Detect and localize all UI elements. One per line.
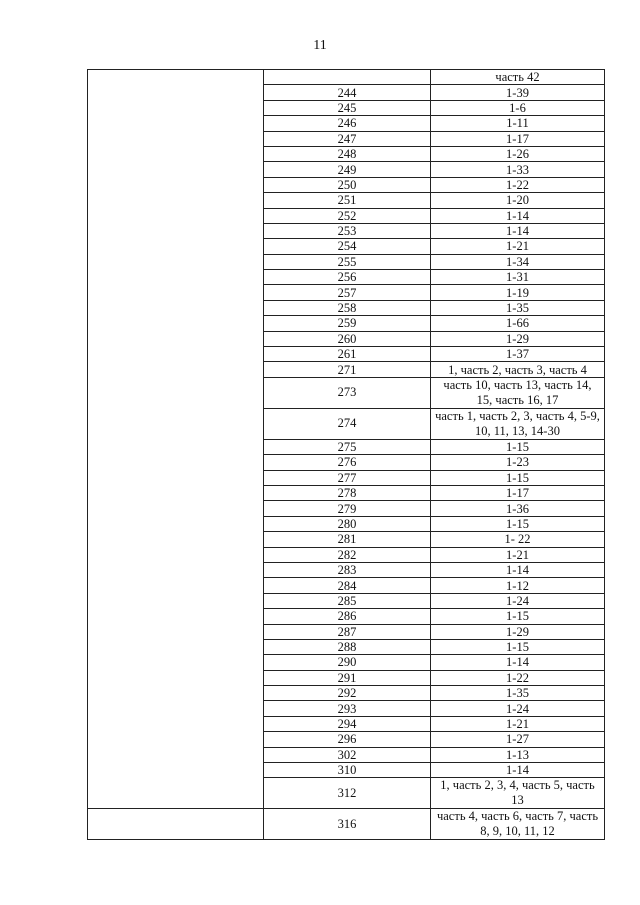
article-cell: 250	[264, 177, 431, 192]
parts-cell: часть 4, часть 6, часть 7, часть 8, 9, 10, 11, 12	[431, 809, 605, 840]
table-row	[88, 809, 605, 840]
article-cell: 260	[264, 331, 431, 346]
parts-cell: 1-39	[431, 85, 605, 100]
article-cell: 302	[264, 747, 431, 762]
parts-cell: 1, часть 2, часть 3, часть 4	[431, 362, 605, 377]
parts-cell: часть 1, часть 2, 3, часть 4, 5-9, 10, 11, 13, 14-30	[431, 408, 605, 439]
article-cell: 294	[264, 716, 431, 731]
article-cell: 261	[264, 347, 431, 362]
parts-cell: 1-15	[431, 639, 605, 654]
parts-cell: 1-37	[431, 347, 605, 362]
parts-cell: 1-66	[431, 316, 605, 331]
article-cell: 277	[264, 470, 431, 485]
parts-cell: 1-17	[431, 485, 605, 500]
article-cell: 257	[264, 285, 431, 300]
parts-cell: часть 10, часть 13, часть 14, 15, часть 16, 17	[431, 377, 605, 408]
parts-cell: 1-21	[431, 239, 605, 254]
article-cell: 274	[264, 408, 431, 439]
article-cell: 286	[264, 609, 431, 624]
parts-cell: 1-26	[431, 146, 605, 161]
article-cell: 310	[264, 763, 431, 778]
article-cell: 282	[264, 547, 431, 562]
article-cell: 246	[264, 116, 431, 131]
article-cell: 247	[264, 131, 431, 146]
parts-cell: 1-15	[431, 439, 605, 454]
parts-cell: 1-14	[431, 655, 605, 670]
parts-cell: 1-29	[431, 624, 605, 639]
left-cell	[88, 809, 264, 840]
table-row	[88, 70, 605, 85]
article-cell: 258	[264, 300, 431, 315]
article-cell: 276	[264, 455, 431, 470]
parts-cell: 1-23	[431, 455, 605, 470]
article-cell: 244	[264, 85, 431, 100]
parts-cell: 1-19	[431, 285, 605, 300]
parts-cell: 1-27	[431, 732, 605, 747]
parts-cell: 1-12	[431, 578, 605, 593]
parts-cell: 1-33	[431, 162, 605, 177]
article-cell	[264, 70, 431, 85]
parts-cell: 1-17	[431, 131, 605, 146]
article-cell: 271	[264, 362, 431, 377]
page-number: 11	[313, 38, 327, 53]
article-cell: 255	[264, 254, 431, 269]
parts-cell: 1-6	[431, 100, 605, 115]
article-cell: 253	[264, 223, 431, 238]
article-cell: 316	[264, 809, 431, 840]
article-cell: 275	[264, 439, 431, 454]
parts-cell: 1-31	[431, 270, 605, 285]
parts-cell: 1-14	[431, 223, 605, 238]
article-cell: 273	[264, 377, 431, 408]
article-cell: 254	[264, 239, 431, 254]
article-cell: 283	[264, 562, 431, 577]
article-cell: 291	[264, 670, 431, 685]
article-cell: 284	[264, 578, 431, 593]
parts-cell: часть 42	[431, 70, 605, 85]
parts-cell: 1-22	[431, 177, 605, 192]
parts-cell: 1-14	[431, 562, 605, 577]
parts-cell: 1-11	[431, 116, 605, 131]
parts-cell: 1-15	[431, 609, 605, 624]
article-cell: 256	[264, 270, 431, 285]
articles-table-body	[88, 70, 605, 840]
article-cell: 279	[264, 501, 431, 516]
article-cell: 293	[264, 701, 431, 716]
article-cell: 285	[264, 593, 431, 608]
parts-cell: 1-21	[431, 547, 605, 562]
article-cell: 312	[264, 778, 431, 809]
parts-cell: 1, часть 2, 3, 4, часть 5, часть 13	[431, 778, 605, 809]
article-cell: 245	[264, 100, 431, 115]
parts-cell: 1-24	[431, 593, 605, 608]
parts-cell: 1-15	[431, 470, 605, 485]
article-cell: 290	[264, 655, 431, 670]
parts-cell: 1-36	[431, 501, 605, 516]
parts-cell: 1-14	[431, 763, 605, 778]
article-cell: 251	[264, 193, 431, 208]
parts-cell: 1-20	[431, 193, 605, 208]
article-cell: 259	[264, 316, 431, 331]
article-cell: 281	[264, 532, 431, 547]
parts-cell: 1- 22	[431, 532, 605, 547]
article-cell: 280	[264, 516, 431, 531]
article-cell: 296	[264, 732, 431, 747]
article-cell: 288	[264, 639, 431, 654]
parts-cell: 1-13	[431, 747, 605, 762]
parts-cell: 1-22	[431, 670, 605, 685]
parts-cell: 1-35	[431, 300, 605, 315]
article-cell: 249	[264, 162, 431, 177]
article-cell: 287	[264, 624, 431, 639]
article-cell: 278	[264, 485, 431, 500]
left-cell-merged	[88, 70, 264, 809]
parts-cell: 1-14	[431, 208, 605, 223]
parts-cell: 1-15	[431, 516, 605, 531]
article-cell: 248	[264, 146, 431, 161]
article-cell: 252	[264, 208, 431, 223]
parts-cell: 1-29	[431, 331, 605, 346]
parts-cell: 1-21	[431, 716, 605, 731]
parts-cell: 1-24	[431, 701, 605, 716]
articles-table	[87, 69, 605, 840]
parts-cell: 1-35	[431, 686, 605, 701]
parts-cell: 1-34	[431, 254, 605, 269]
article-cell: 292	[264, 686, 431, 701]
